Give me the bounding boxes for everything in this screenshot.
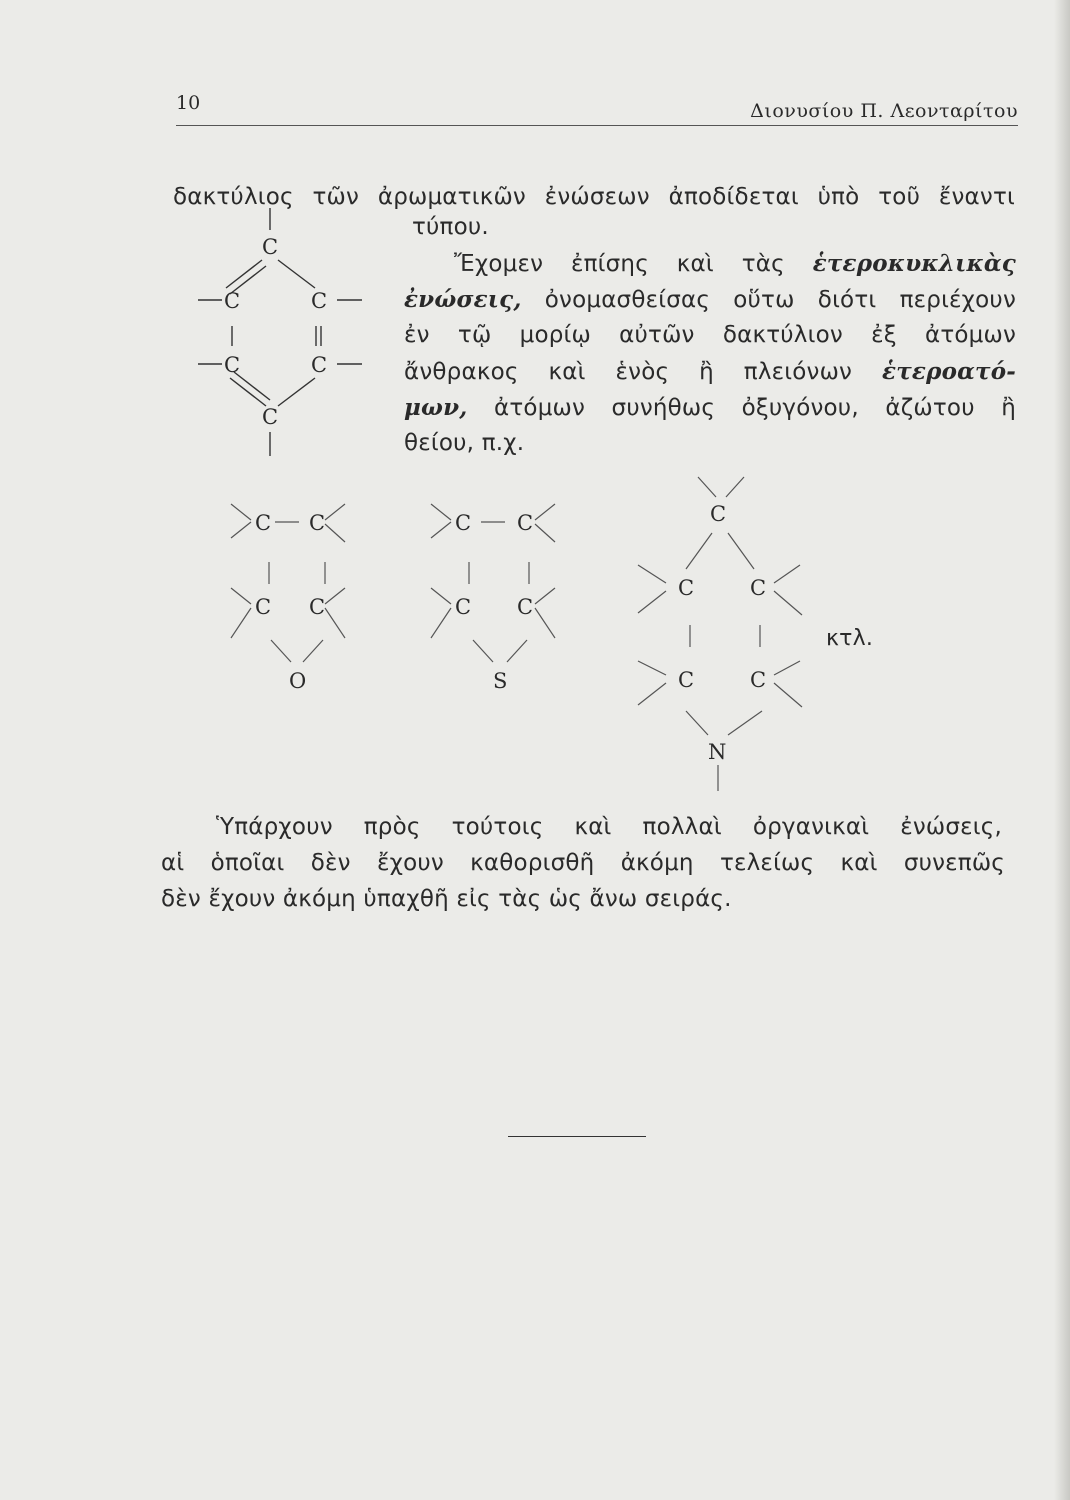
page-number: 10 (176, 92, 201, 114)
text-line: ἐν τῷ μορίῳ αὐτῶν δακτύλιον ἐξ ἀτόμων (404, 322, 1016, 348)
text-line (404, 286, 1016, 313)
term-heteroatoms: ἑτεροατό- (882, 358, 1016, 385)
thiophene-formula (425, 490, 575, 700)
atom-c-1: C (455, 511, 472, 535)
header-rule (176, 125, 1018, 126)
atom-c-4: C (517, 595, 534, 619)
atom-c-bottom: C (262, 405, 279, 429)
text-line: δακτύλιος τῶν ἀρωματικῶν ἐνώσεων ἀποδίδεται ὑπὸ τοῦ ἔναντι (173, 184, 1015, 210)
atom-oxygen: O (289, 669, 307, 693)
atom-c-3: C (455, 595, 472, 619)
atom-c-3: C (255, 595, 272, 619)
text-span: ἀτόμων συνήθως ὀξυγόνου, ἀζώτου ἢ (494, 395, 1016, 421)
atom-nitrogen: N (708, 740, 727, 764)
running-head: Διονυσίου Π. Λεονταρίτου (750, 100, 1018, 122)
atom-c-2: C (517, 511, 534, 535)
text-span: Ἔχομεν ἐπίσης καὶ τὰς (454, 251, 785, 277)
text-line: αἱ ὁποῖαι δὲν ἔχουν καθορισθῆ ἀκόμη τελείως καὶ συνεπῶς (161, 850, 1005, 876)
atom-c-1: C (255, 511, 272, 535)
atom-c-4: C (309, 595, 326, 619)
text-line: θείου, π.χ. (404, 430, 525, 456)
etc-label: κτλ. (826, 626, 874, 651)
term-compounds: ἐνώσεις, (404, 286, 522, 313)
atom-c-upper-left: C (224, 289, 241, 313)
atom-c-lower-right: C (750, 668, 767, 692)
atom-c-upper-right: C (750, 576, 767, 600)
text-span: ὀνομασθείσας οὕτω διότι περιέχουν (544, 287, 1016, 313)
page-header (176, 92, 1018, 128)
atom-c-upper-right: C (311, 289, 328, 313)
text-line (454, 250, 1016, 277)
text-line (404, 394, 1016, 421)
pyridine-formula (620, 465, 820, 800)
atom-c-lower-left: C (224, 353, 241, 377)
atom-c-2: C (309, 511, 326, 535)
furan-formula (225, 490, 375, 700)
page-edge-shadow (1054, 0, 1070, 1500)
text-line: τύπου. (412, 214, 489, 240)
atom-c-lower-left: C (678, 668, 695, 692)
atom-c-top: C (262, 235, 279, 259)
benzene-ring-formula (180, 200, 390, 470)
term-heterocyclic: ἑτεροκυκλικὰς (812, 250, 1016, 277)
atom-c-top: C (710, 502, 727, 526)
text-line (404, 358, 1016, 385)
atom-sulfur: S (493, 669, 508, 693)
atom-c-lower-right: C (311, 353, 328, 377)
text-line: Ὑπάρχουν πρὸς τούτοις καὶ πολλαὶ ὀργανικαὶ ἐνώσεις, (216, 814, 1002, 840)
text-span: ἄνθρακος καὶ ἑνὸς ἢ πλειόνων (404, 359, 853, 385)
section-end-rule (508, 1136, 646, 1137)
text-line: δὲν ἔχουν ἀκόμη ὑπαχθῆ εἰς τὰς ὡς ἄνω σειράς. (161, 886, 732, 912)
atom-c-upper-left: C (678, 576, 695, 600)
term-heteroatoms-cont: μων, (404, 394, 468, 421)
